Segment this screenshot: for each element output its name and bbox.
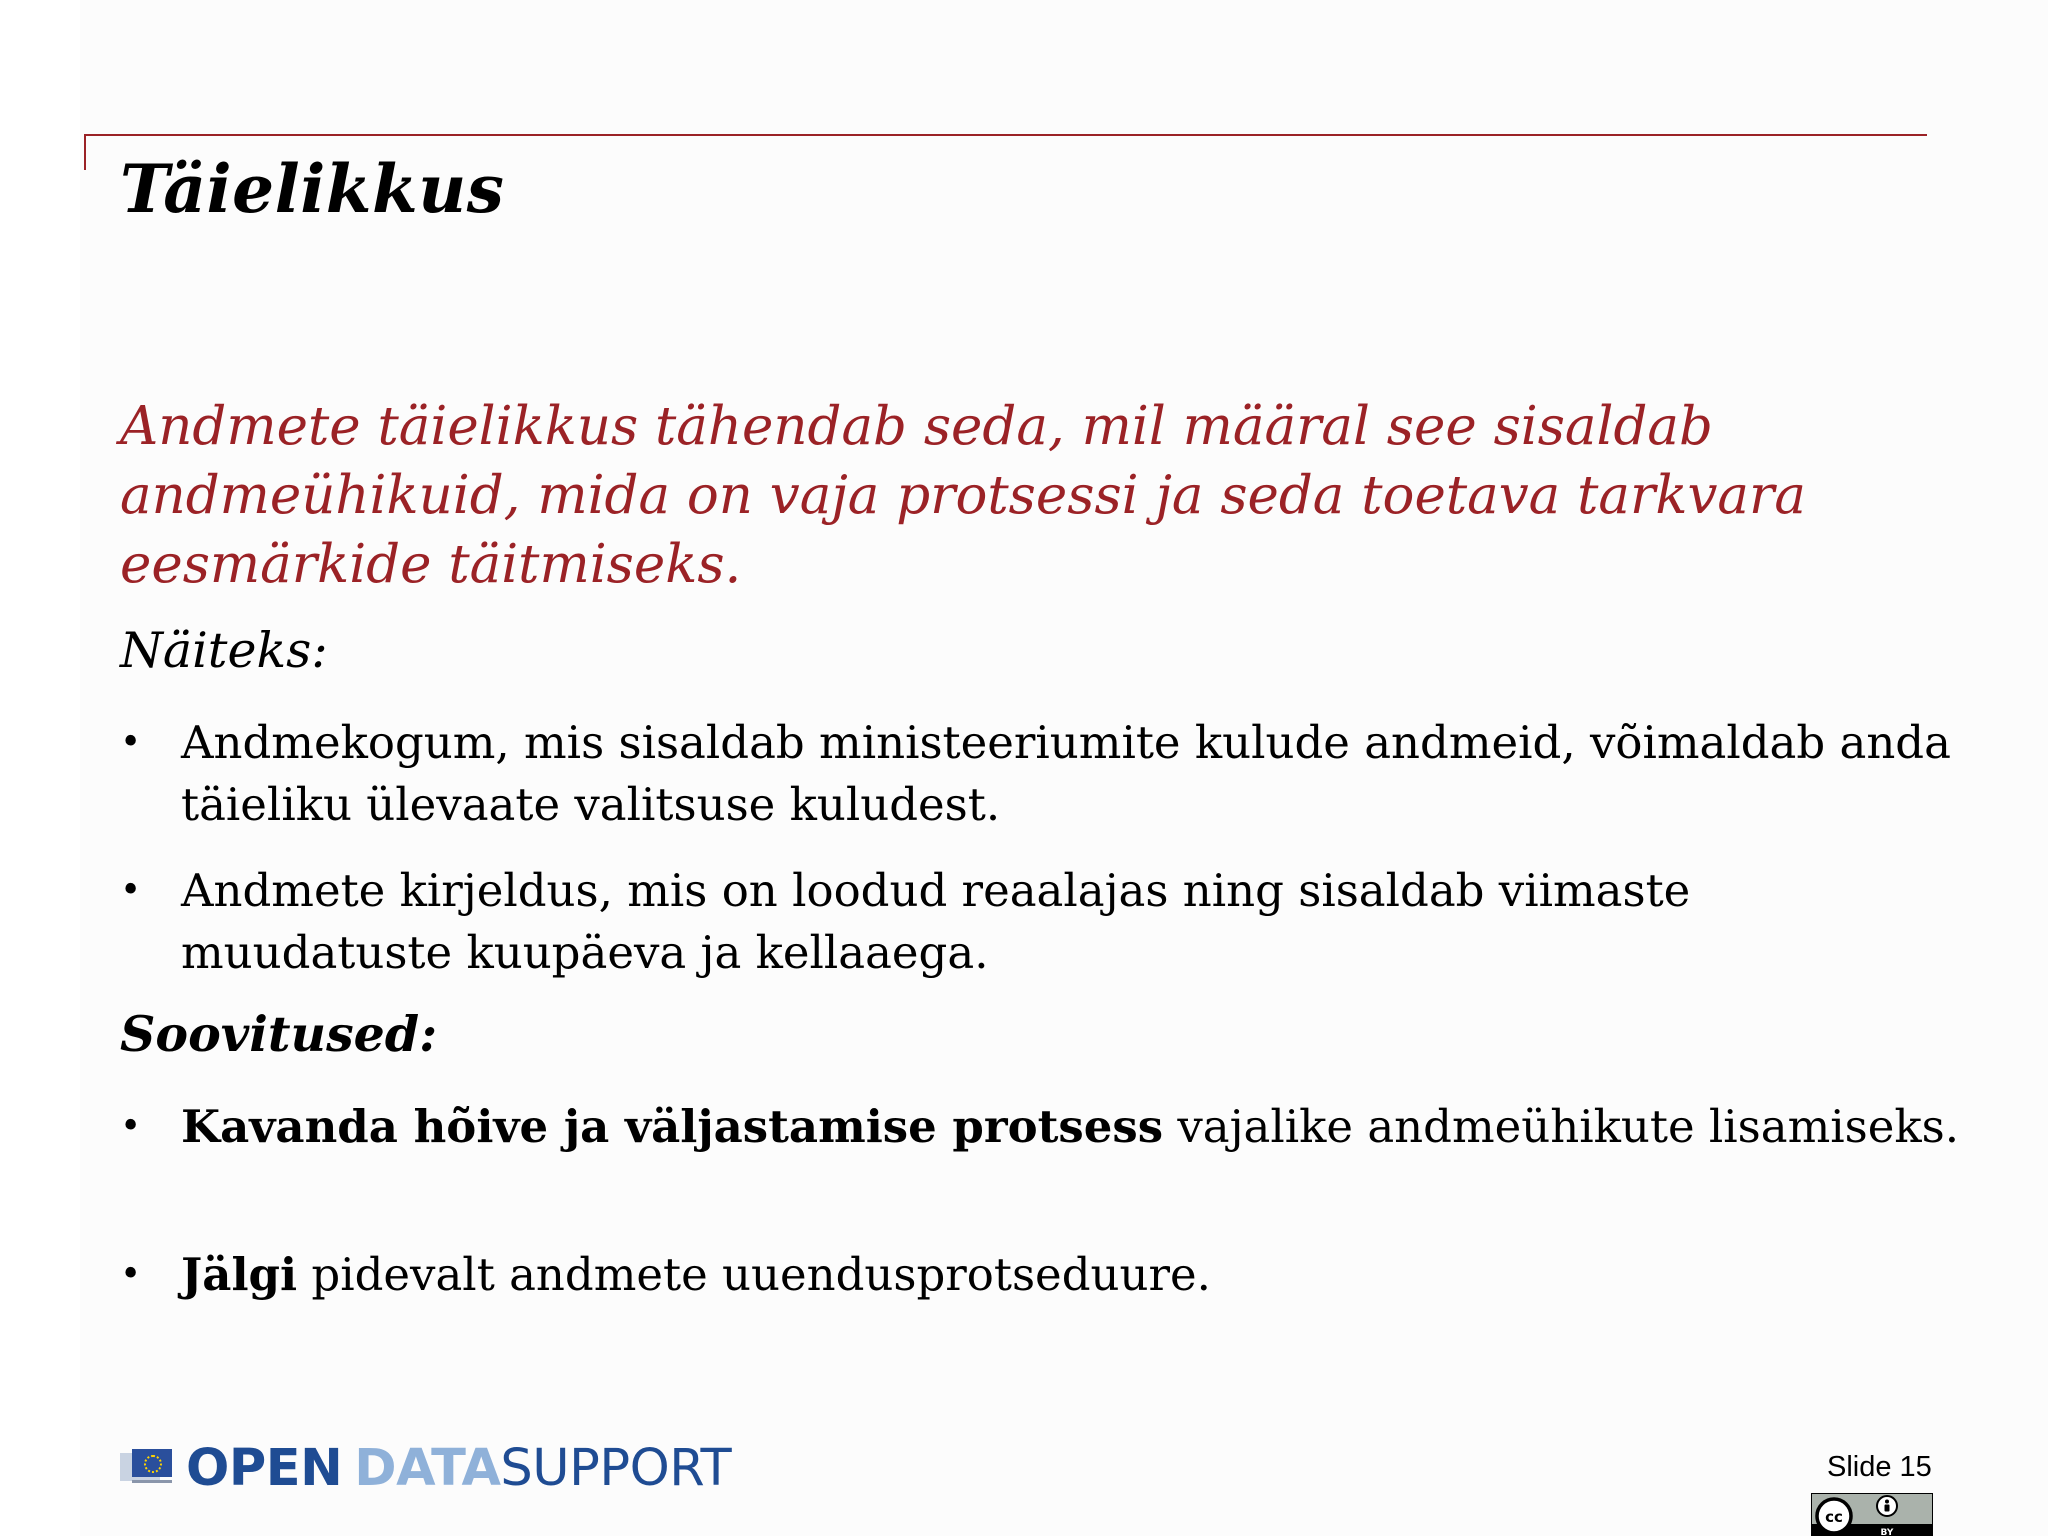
logo-support: SUPPORT — [500, 1438, 732, 1498]
title-rule — [84, 134, 1927, 136]
bullet-icon: • — [120, 1106, 142, 1147]
license-label: BY — [1880, 1528, 1894, 1536]
svg-text:cc: cc — [1825, 1508, 1843, 1526]
example-item-1 — [120, 712, 1971, 836]
recommendation-item-1 — [120, 1096, 1971, 1158]
bullet-icon: • — [120, 722, 142, 763]
recommendation-emphasis: Jälgi — [181, 1248, 298, 1301]
recommendation-item-text — [181, 1244, 1971, 1306]
title-rule-tick — [84, 134, 86, 170]
definition-text: Andmete täielikkus tähendab seda, mil määral see sisaldab andmeühikuid, mida on vaja protsessi ja seda toetava tarkvara eesmärkide täitmiseks. — [120, 396, 1806, 595]
bullet-icon: • — [120, 1254, 142, 1295]
recommendation-item-2 — [120, 1244, 1971, 1306]
example-item-text: Andmete kirjeldus, mis on loodud reaalajas ning sisaldab viimaste muudatuste kuupäeva ja kellaaega. — [181, 864, 1691, 979]
slide-title: Täielikkus — [120, 150, 505, 228]
bullet-icon: • — [120, 870, 142, 911]
slide-number: Slide 15 — [1827, 1451, 1932, 1483]
eu-flag-icon — [120, 1447, 176, 1489]
logo-data: DATA — [354, 1438, 501, 1498]
examples-heading: Näiteks: — [120, 622, 328, 679]
example-item-text: Andmekogum, mis sisaldab ministeeriumite kulude andmeid, võimaldab anda täieliku ülevaate valitsuse kuludest. — [181, 716, 1951, 831]
recommendations-heading: Soovitused: — [120, 1005, 438, 1063]
logo-open: OPEN — [186, 1438, 343, 1498]
cc-icon — [1817, 1499, 1851, 1533]
recommendation-emphasis: Kavanda hõive ja väljastamise protsess — [181, 1100, 1164, 1153]
attribution-icon — [1877, 1496, 1897, 1516]
open-data-support-logo — [120, 1438, 731, 1498]
creative-commons-badge — [1811, 1493, 1933, 1536]
recommendation-rest: vajalike andmeühikute lisamiseks. — [1163, 1100, 1960, 1153]
recommendation-rest: pidevalt andmete uuendusprotseduure. — [297, 1248, 1211, 1301]
example-item-2 — [120, 860, 1971, 984]
recommendation-item-text — [181, 1096, 1971, 1158]
